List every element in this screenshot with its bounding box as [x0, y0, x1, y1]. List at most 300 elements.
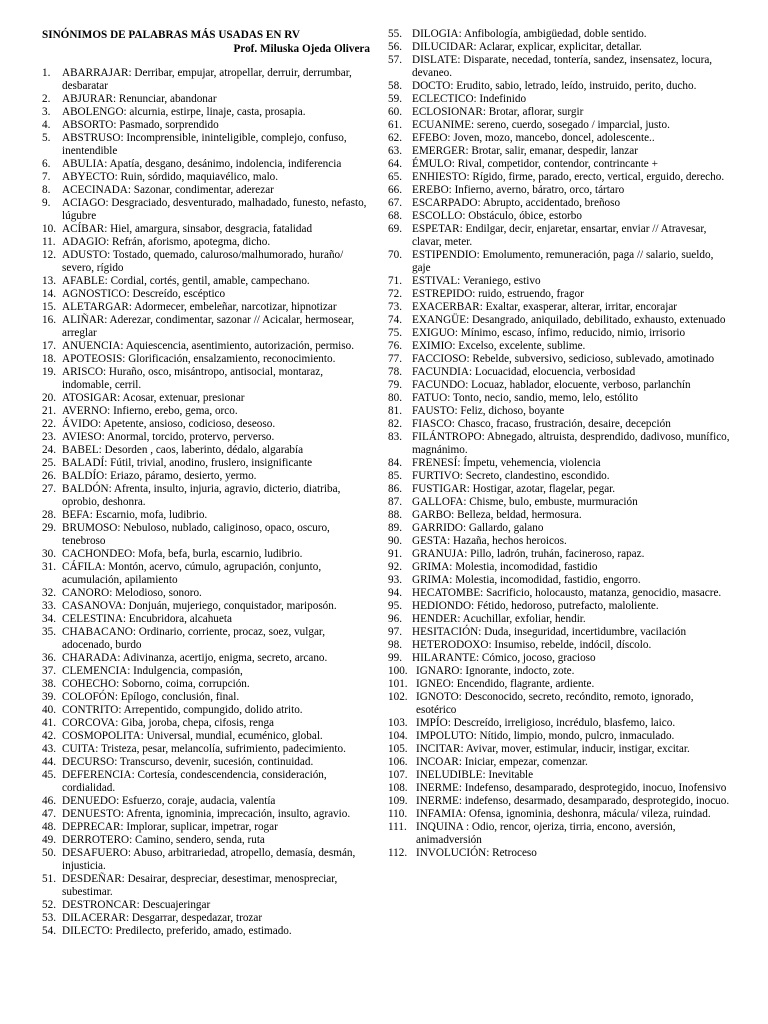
- entry-text: HECATOMBE: Sacrificio, holocausto, matanza, genocidio, masacre.: [412, 587, 722, 599]
- list-item: [388, 93, 732, 106]
- entry-text: CELESTINA: Encubridora, alcahueta: [62, 613, 232, 625]
- list-item: [388, 327, 732, 340]
- list-item: [388, 223, 732, 249]
- entry-text: DOCTO: Erudito, sabio, letrado, leído, instruido, perito, ducho.: [412, 80, 697, 92]
- list-item: [42, 418, 374, 431]
- entry-text: DEFERENCIA: Cortesía, condescendencia, consideración, cordialidad.: [62, 769, 327, 794]
- entry-text: EREBO: Infierno, averno, báratro, orco, tártaro: [412, 184, 625, 196]
- entry-number: 71.: [388, 275, 402, 287]
- entry-text: DENUESTO: Afrenta, ignominia, imprecación, insulto, agravio.: [62, 808, 351, 820]
- entry-number: 112.: [388, 847, 408, 859]
- list-item: [42, 665, 374, 678]
- entry-text: ESTIVAL: Veraniego, estivo: [412, 275, 541, 287]
- entry-text: AGNOSTICO: Descreído, escéptico: [62, 288, 226, 300]
- entry-text: CÁFILA: Montón, acervo, cúmulo, agrupación, conjunto, acumulación, apilamiento: [62, 561, 322, 586]
- entry-text: BALADÍ: Fútil, trivial, anodino, fruslero, insignificante: [62, 457, 313, 469]
- entry-text: DILUCIDAR: Aclarar, explicar, explicitar, detallar.: [412, 41, 642, 53]
- list-item: [388, 470, 732, 483]
- entry-text: ESCARPADO: Abrupto, accidentado, breñoso: [412, 197, 621, 209]
- entry-number: 60.: [388, 106, 402, 118]
- entry-number: 89.: [388, 522, 402, 534]
- entry-number: 46.: [42, 795, 56, 807]
- list-item: [388, 132, 732, 145]
- entry-text: FRENESÍ: Ímpetu, vehemencia, violencia: [412, 457, 601, 469]
- list-item: [388, 353, 732, 366]
- entry-number: 12.: [42, 249, 56, 261]
- list-item: [388, 600, 732, 613]
- list-item: [388, 691, 732, 717]
- entry-number: 95.: [388, 600, 402, 612]
- entry-number: 29.: [42, 522, 56, 534]
- list-item: [388, 288, 732, 301]
- entry-number: 106.: [388, 756, 408, 768]
- list-item: [42, 184, 374, 197]
- entry-text: ABSTRUSO: Incomprensible, ininteligible, complejo, confuso, inentendible: [62, 132, 347, 157]
- entry-text: COSMOPOLITA: Universal, mundial, ecuménico, global.: [62, 730, 323, 742]
- entry-text: CACHONDEO: Mofa, befa, burla, escarnio, ludibrio.: [62, 548, 303, 560]
- list-item: [42, 704, 374, 717]
- list-item: [388, 249, 732, 275]
- list-item: [42, 405, 374, 418]
- entry-number: 86.: [388, 483, 402, 495]
- entry-number: 33.: [42, 600, 56, 612]
- list-item: [42, 249, 374, 275]
- entry-number: 70.: [388, 249, 402, 261]
- entry-number: 13.: [42, 275, 56, 287]
- entry-number: 77.: [388, 353, 402, 365]
- entry-number: 43.: [42, 743, 56, 755]
- list-item: [42, 301, 374, 314]
- entry-number: 9.: [42, 197, 51, 209]
- entry-number: 44.: [42, 756, 56, 768]
- entry-number: 108.: [388, 782, 408, 794]
- author-line: Prof. Miluska Ojeda Olivera: [233, 43, 370, 55]
- entry-number: 39.: [42, 691, 56, 703]
- entry-text: ABSORTO: Pasmado, sorprendido: [62, 119, 219, 131]
- entry-number: 84.: [388, 457, 402, 469]
- entry-number: 94.: [388, 587, 402, 599]
- list-item: [388, 366, 732, 379]
- entry-text: INCITAR: Avivar, mover, estimular, inducir, instigar, excitar.: [416, 743, 690, 755]
- entry-number: 38.: [42, 678, 56, 690]
- entry-number: 15.: [42, 301, 56, 313]
- entry-number: 88.: [388, 509, 402, 521]
- entry-number: 72.: [388, 288, 402, 300]
- entry-text: CHARADA: Adivinanza, acertijo, enigma, secreto, arcano.: [62, 652, 328, 664]
- list-item: [42, 509, 374, 522]
- right-column: [388, 28, 732, 860]
- entry-number: 37.: [42, 665, 56, 677]
- entry-number: 34.: [42, 613, 56, 625]
- entry-text: ESTREPIDO: ruido, estruendo, fragor: [412, 288, 584, 300]
- entry-text: HENDER: Acuchillar, exfoliar, hendir.: [412, 613, 586, 625]
- list-item: [42, 444, 374, 457]
- entry-number: 75.: [388, 327, 402, 339]
- entry-number: 7.: [42, 171, 51, 183]
- list-item: [388, 171, 732, 184]
- entry-text: EXIGUO: Mínimo, escaso, ínfimo, reducido, nimio, irrisorio: [412, 327, 686, 339]
- entry-number: 55.: [388, 28, 402, 40]
- entry-number: 80.: [388, 392, 402, 404]
- entry-text: IGNOTO: Desconocido, secreto, recóndito, remoto, ignorado, esotérico: [416, 691, 694, 716]
- entry-number: 96.: [388, 613, 402, 625]
- list-item: [388, 28, 732, 41]
- entry-number: 24.: [42, 444, 56, 456]
- list-item: [388, 379, 732, 392]
- entry-text: HETERODOXO: Insumiso, rebelde, indócil, díscolo.: [412, 639, 652, 651]
- list-item: [42, 756, 374, 769]
- list-item: [42, 366, 374, 392]
- list-item: [42, 223, 374, 236]
- list-item: [42, 678, 374, 691]
- entry-text: DEPRECAR: Implorar, suplicar, impetrar, rogar: [62, 821, 278, 833]
- entry-number: 90.: [388, 535, 402, 547]
- list-item: [42, 470, 374, 483]
- entry-number: 64.: [388, 158, 402, 170]
- list-item: [42, 600, 374, 613]
- synonym-list-left: [42, 67, 374, 938]
- list-item: [42, 314, 374, 340]
- entry-text: EXACERBAR: Exaltar, exasperar, alterar, irritar, encorajar: [412, 301, 678, 313]
- entry-number: 85.: [388, 470, 402, 482]
- entry-text: AVERNO: Infierno, erebo, gema, orco.: [62, 405, 238, 417]
- list-item: [42, 717, 374, 730]
- list-item: [42, 431, 374, 444]
- list-item: [42, 392, 374, 405]
- entry-text: GARBO: Belleza, beldad, hermosura.: [412, 509, 582, 521]
- entry-number: 102.: [388, 691, 408, 703]
- entry-number: 74.: [388, 314, 402, 326]
- entry-text: ÁVIDO: Apetente, ansioso, codicioso, deseoso.: [62, 418, 276, 430]
- list-item: [42, 769, 374, 795]
- list-item: [388, 522, 732, 535]
- entry-text: INERME: indefenso, desarmado, desamparado, desprotegido, inocuo.: [416, 795, 730, 807]
- entry-number: 21.: [42, 405, 56, 417]
- list-item: [42, 613, 374, 626]
- list-item: [42, 847, 374, 873]
- list-item: [388, 106, 732, 119]
- entry-number: 92.: [388, 561, 402, 573]
- entry-number: 41.: [42, 717, 56, 729]
- entry-text: ENHIESTO: Rígido, firme, parado, erecto, vertical, erguido, derecho.: [412, 171, 725, 183]
- list-item: [388, 821, 732, 847]
- entry-number: 52.: [42, 899, 56, 911]
- list-item: [388, 392, 732, 405]
- list-item: [388, 808, 732, 821]
- entry-number: 73.: [388, 301, 402, 313]
- entry-number: 56.: [388, 41, 402, 53]
- entry-text: IGNARO: Ignorante, indocto, zote.: [416, 665, 575, 677]
- entry-number: 4.: [42, 119, 51, 131]
- entry-text: ACIAGO: Desgraciado, desventurado, malhadado, funesto, nefasto, lúgubre: [62, 197, 367, 222]
- entry-number: 104.: [388, 730, 408, 742]
- entry-text: ECLECTICO: Indefinido: [412, 93, 527, 105]
- entry-number: 49.: [42, 834, 56, 846]
- entry-text: FACCIOSO: Rebelde, subversivo, sedicioso, sublevado, amotinado: [412, 353, 715, 365]
- list-item: [388, 184, 732, 197]
- list-item: [388, 548, 732, 561]
- list-item: [42, 626, 374, 652]
- entry-number: 81.: [388, 405, 402, 417]
- entry-text: EMERGER: Brotar, salir, emanar, despedir, lanzar: [412, 145, 638, 157]
- list-item: [42, 340, 374, 353]
- list-item: [388, 483, 732, 496]
- entry-text: EFEBO: Joven, mozo, mancebo, doncel, adolescente..: [412, 132, 655, 144]
- entry-text: BALDÓN: Afrenta, insulto, injuria, agravio, dicterio, diatriba, oprobio, deshonra.: [62, 483, 341, 508]
- entry-text: DENUEDO: Esfuerzo, coraje, audacia, valentía: [62, 795, 276, 807]
- list-item: [388, 847, 732, 860]
- list-item: [388, 756, 732, 769]
- entry-number: 57.: [388, 54, 402, 66]
- entry-text: DESDEÑAR: Desairar, despreciar, desestimar, menospreciar, subestimar.: [62, 873, 338, 898]
- list-item: [42, 834, 374, 847]
- entry-text: ABULIA: Apatía, desgano, desánimo, indolencia, indiferencia: [62, 158, 342, 170]
- list-item: [42, 288, 374, 301]
- entry-text: IMPOLUTO: Nítido, limpio, mondo, pulcro, inmaculado.: [416, 730, 675, 742]
- entry-number: 2.: [42, 93, 51, 105]
- entry-number: 6.: [42, 158, 51, 170]
- left-column: [42, 28, 374, 938]
- entry-text: GESTA: Hazaña, hechos heroicos.: [412, 535, 567, 547]
- list-item: [388, 613, 732, 626]
- entry-text: ÉMULO: Rival, competidor, contendor, contrincante +: [412, 158, 658, 170]
- list-item: [388, 782, 732, 795]
- list-item: [388, 210, 732, 223]
- entry-text: DESTRONCAR: Descuajeringar: [62, 899, 211, 911]
- entry-number: 82.: [388, 418, 402, 430]
- list-item: [388, 652, 732, 665]
- entry-text: CLEMENCIA: Indulgencia, compasión,: [62, 665, 243, 677]
- entry-text: DILECTO: Predilecto, preferido, amado, estimado.: [62, 925, 292, 937]
- entry-number: 31.: [42, 561, 56, 573]
- list-item: [42, 925, 374, 938]
- list-item: [42, 730, 374, 743]
- entry-number: 28.: [42, 509, 56, 521]
- list-item: [388, 730, 732, 743]
- list-item: [388, 119, 732, 132]
- entry-text: HESITACIÓN: Duda, inseguridad, incertidumbre, vacilación: [412, 626, 687, 638]
- list-item: [388, 574, 732, 587]
- list-item: [388, 626, 732, 639]
- entry-number: 62.: [388, 132, 402, 144]
- entry-text: AVIESO: Anormal, torcido, protervo, perverso.: [62, 431, 275, 443]
- entry-number: 87.: [388, 496, 402, 508]
- entry-text: CONTRITO: Arrepentido, compungido, dolido atrito.: [62, 704, 303, 716]
- list-item: [42, 912, 374, 925]
- entry-number: 110.: [388, 808, 408, 820]
- page-title: SINÓNIMOS DE PALABRAS MÁS USADAS EN RV: [42, 29, 300, 41]
- list-item: [42, 873, 374, 899]
- entry-number: 25.: [42, 457, 56, 469]
- entry-number: 100.: [388, 665, 408, 677]
- entry-number: 98.: [388, 639, 402, 651]
- list-item: [42, 522, 374, 548]
- entry-number: 66.: [388, 184, 402, 196]
- entry-text: INELUDIBLE: Inevitable: [416, 769, 534, 781]
- entry-text: BEFA: Escarnio, mofa, ludibrio.: [62, 509, 208, 521]
- entry-number: 61.: [388, 119, 402, 131]
- entry-number: 111.: [388, 821, 407, 833]
- list-item: [42, 67, 374, 93]
- entry-text: EXIMIO: Excelso, excelente, sublime.: [412, 340, 586, 352]
- list-item: [388, 717, 732, 730]
- list-item: [42, 899, 374, 912]
- entry-number: 40.: [42, 704, 56, 716]
- entry-number: 3.: [42, 106, 51, 118]
- list-item: [388, 431, 732, 457]
- list-item: [42, 93, 374, 106]
- entry-number: 23.: [42, 431, 56, 443]
- entry-text: ESTIPENDIO: Emolumento, remuneración, paga // salario, sueldo, gaje: [412, 249, 714, 274]
- entry-number: 36.: [42, 652, 56, 664]
- entry-text: ESPETAR: Endilgar, decir, enjaretar, ensartar, enviar // Atravesar, clavar, meter.: [412, 223, 707, 248]
- entry-text: FACUNDO: Locuaz, hablador, elocuente, verboso, parlanchín: [412, 379, 691, 391]
- list-item: [388, 665, 732, 678]
- entry-number: 27.: [42, 483, 56, 495]
- entry-text: INERME: Indefenso, desamparado, desprotegido, inocuo, Inofensivo: [416, 782, 727, 794]
- entry-text: FILÁNTROPO: Abnegado, altruista, desprendido, dadivoso, munífico, magnánimo.: [412, 431, 730, 456]
- list-item: [42, 808, 374, 821]
- entry-text: GRIMA: Molestia, incomodidad, fastidio, engorro.: [412, 574, 641, 586]
- entry-text: BRUMOSO: Nebuloso, nublado, caliginoso, opaco, oscuro, tenebroso: [62, 522, 330, 547]
- entry-text: ABARRAJAR: Derribar, empujar, atropellar, derruir, derrumbar, desbaratar: [62, 67, 352, 92]
- entry-number: 65.: [388, 171, 402, 183]
- entry-text: HEDIONDO: Fétido, hedoroso, putrefacto, maloliente.: [412, 600, 659, 612]
- list-item: [42, 691, 374, 704]
- list-item: [388, 418, 732, 431]
- list-item: [42, 171, 374, 184]
- entry-number: 53.: [42, 912, 56, 924]
- entry-number: 63.: [388, 145, 402, 157]
- entry-text: DISLATE: Disparate, necedad, tontería, sandez, insensatez, locura, devaneo.: [412, 54, 713, 79]
- entry-number: 103.: [388, 717, 408, 729]
- entry-number: 59.: [388, 93, 402, 105]
- list-item: [388, 678, 732, 691]
- entry-number: 99.: [388, 652, 402, 664]
- entry-number: 45.: [42, 769, 56, 781]
- list-item: [388, 340, 732, 353]
- entry-number: 101.: [388, 678, 408, 690]
- list-item: [42, 548, 374, 561]
- entry-text: HILARANTE: Cómico, jocoso, gracioso: [412, 652, 596, 664]
- entry-number: 79.: [388, 379, 402, 391]
- entry-text: ALETARGAR: Adormecer, embeleñar, narcotizar, hipnotizar: [62, 301, 337, 313]
- entry-number: 22.: [42, 418, 56, 430]
- entry-text: FUSTIGAR: Hostigar, azotar, flagelar, pegar.: [412, 483, 616, 495]
- entry-text: GRIMA: Molestia, incomodidad, fastidio: [412, 561, 598, 573]
- entry-text: DESAFUERO: Abuso, arbitrariedad, atropello, demasía, desmán, injusticia.: [62, 847, 356, 872]
- entry-text: FIASCO: Chasco, fracaso, frustración, desaire, decepción: [412, 418, 671, 430]
- entry-text: INVOLUCIÓN: Retroceso: [416, 847, 537, 859]
- entry-number: 19.: [42, 366, 56, 378]
- entry-text: CANORO: Melodioso, sonoro.: [62, 587, 202, 599]
- list-item: [42, 132, 374, 158]
- list-item: [42, 587, 374, 600]
- list-item: [42, 197, 374, 223]
- list-item: [42, 275, 374, 288]
- entry-number: 26.: [42, 470, 56, 482]
- entry-text: DERROTERO: Camino, sendero, senda, ruta: [62, 834, 265, 846]
- list-item: [388, 275, 732, 288]
- entry-text: ADUSTO: Tostado, quemado, caluroso/malhumorado, huraño/ severo, rígido: [62, 249, 344, 274]
- entry-text: FAUSTO: Feliz, dichoso, boyante: [412, 405, 565, 417]
- list-item: [42, 106, 374, 119]
- entry-number: 20.: [42, 392, 56, 404]
- list-item: [42, 457, 374, 470]
- entry-text: GALLOFA: Chisme, bulo, embuste, murmuración: [412, 496, 638, 508]
- entry-number: 8.: [42, 184, 51, 196]
- entry-number: 1.: [42, 67, 51, 79]
- entry-number: 11.: [42, 236, 56, 248]
- list-item: [388, 80, 732, 93]
- entry-number: 35.: [42, 626, 56, 638]
- entry-text: ALIÑAR: Aderezar, condimentar, sazonar // Acicalar, hermosear, arreglar: [62, 314, 355, 339]
- entry-number: 18.: [42, 353, 56, 365]
- list-item: [42, 795, 374, 808]
- entry-text: EXANGÜE: Desangrado, aniquilado, debilitado, exhausto, extenuado: [412, 314, 726, 326]
- entry-text: BALDÍO: Eriazo, páramo, desierto, yermo.: [62, 470, 257, 482]
- list-item: [388, 405, 732, 418]
- entry-text: COHECHO: Soborno, coima, corrupción.: [62, 678, 250, 690]
- list-item: [388, 54, 732, 80]
- entry-text: ATOSIGAR: Acosar, extenuar, presionar: [62, 392, 245, 404]
- entry-text: BABEL: Desorden , caos, laberinto, dédalo, algarabía: [62, 444, 304, 456]
- list-item: [388, 457, 732, 470]
- entry-text: CHABACANO: Ordinario, corriente, procaz, soez, vulgar, adocenado, burdo: [62, 626, 326, 651]
- entry-number: 54.: [42, 925, 56, 937]
- list-item: [388, 743, 732, 756]
- entry-number: 93.: [388, 574, 402, 586]
- entry-text: CUITA: Tristeza, pesar, melancolía, sufrimiento, padecimiento.: [62, 743, 346, 755]
- entry-text: ECLOSIONAR: Brotar, aflorar, surgir: [412, 106, 584, 118]
- entry-number: 105.: [388, 743, 408, 755]
- list-item: [388, 639, 732, 652]
- entry-number: 97.: [388, 626, 402, 638]
- entry-number: 91.: [388, 548, 402, 560]
- entry-text: FURTIVO: Secreto, clandestino, escondido.: [412, 470, 610, 482]
- list-item: [42, 119, 374, 132]
- entry-number: 30.: [42, 548, 56, 560]
- entry-number: 47.: [42, 808, 56, 820]
- entry-text: ACÍBAR: Hiel, amargura, sinsabor, desgracia, fatalidad: [62, 223, 313, 235]
- list-item: [388, 301, 732, 314]
- list-item: [388, 509, 732, 522]
- entry-text: INCOAR: Iniciar, empezar, comenzar.: [416, 756, 588, 768]
- list-item: [42, 561, 374, 587]
- entry-text: CASANOVA: Donjuán, mujeriego, conquistador, mariposón.: [62, 600, 337, 612]
- list-item: [42, 652, 374, 665]
- entry-text: DECURSO: Transcurso, devenir, sucesión, continuidad.: [62, 756, 314, 768]
- entry-number: 76.: [388, 340, 402, 352]
- entry-text: IMPÍO: Descreído, irreligioso, incrédulo, blasfemo, laico.: [416, 717, 676, 729]
- list-item: [42, 483, 374, 509]
- entry-text: ABJURAR: Renunciar, abandonar: [62, 93, 217, 105]
- list-item: [42, 158, 374, 171]
- entry-number: 5.: [42, 132, 51, 144]
- list-item: [42, 236, 374, 249]
- entry-text: ABYECTO: Ruin, sórdido, maquiavélico, malo.: [62, 171, 279, 183]
- entry-number: 10.: [42, 223, 56, 235]
- entry-number: 50.: [42, 847, 56, 859]
- list-item: [388, 769, 732, 782]
- list-item: [388, 795, 732, 808]
- entry-number: 17.: [42, 340, 56, 352]
- list-item: [388, 496, 732, 509]
- entry-number: 83.: [388, 431, 402, 443]
- entry-text: FACUNDIA: Locuacidad, elocuencia, verbosidad: [412, 366, 636, 378]
- synonym-list-right: [388, 28, 732, 860]
- entry-text: GARRIDO: Gallardo, galano: [412, 522, 544, 534]
